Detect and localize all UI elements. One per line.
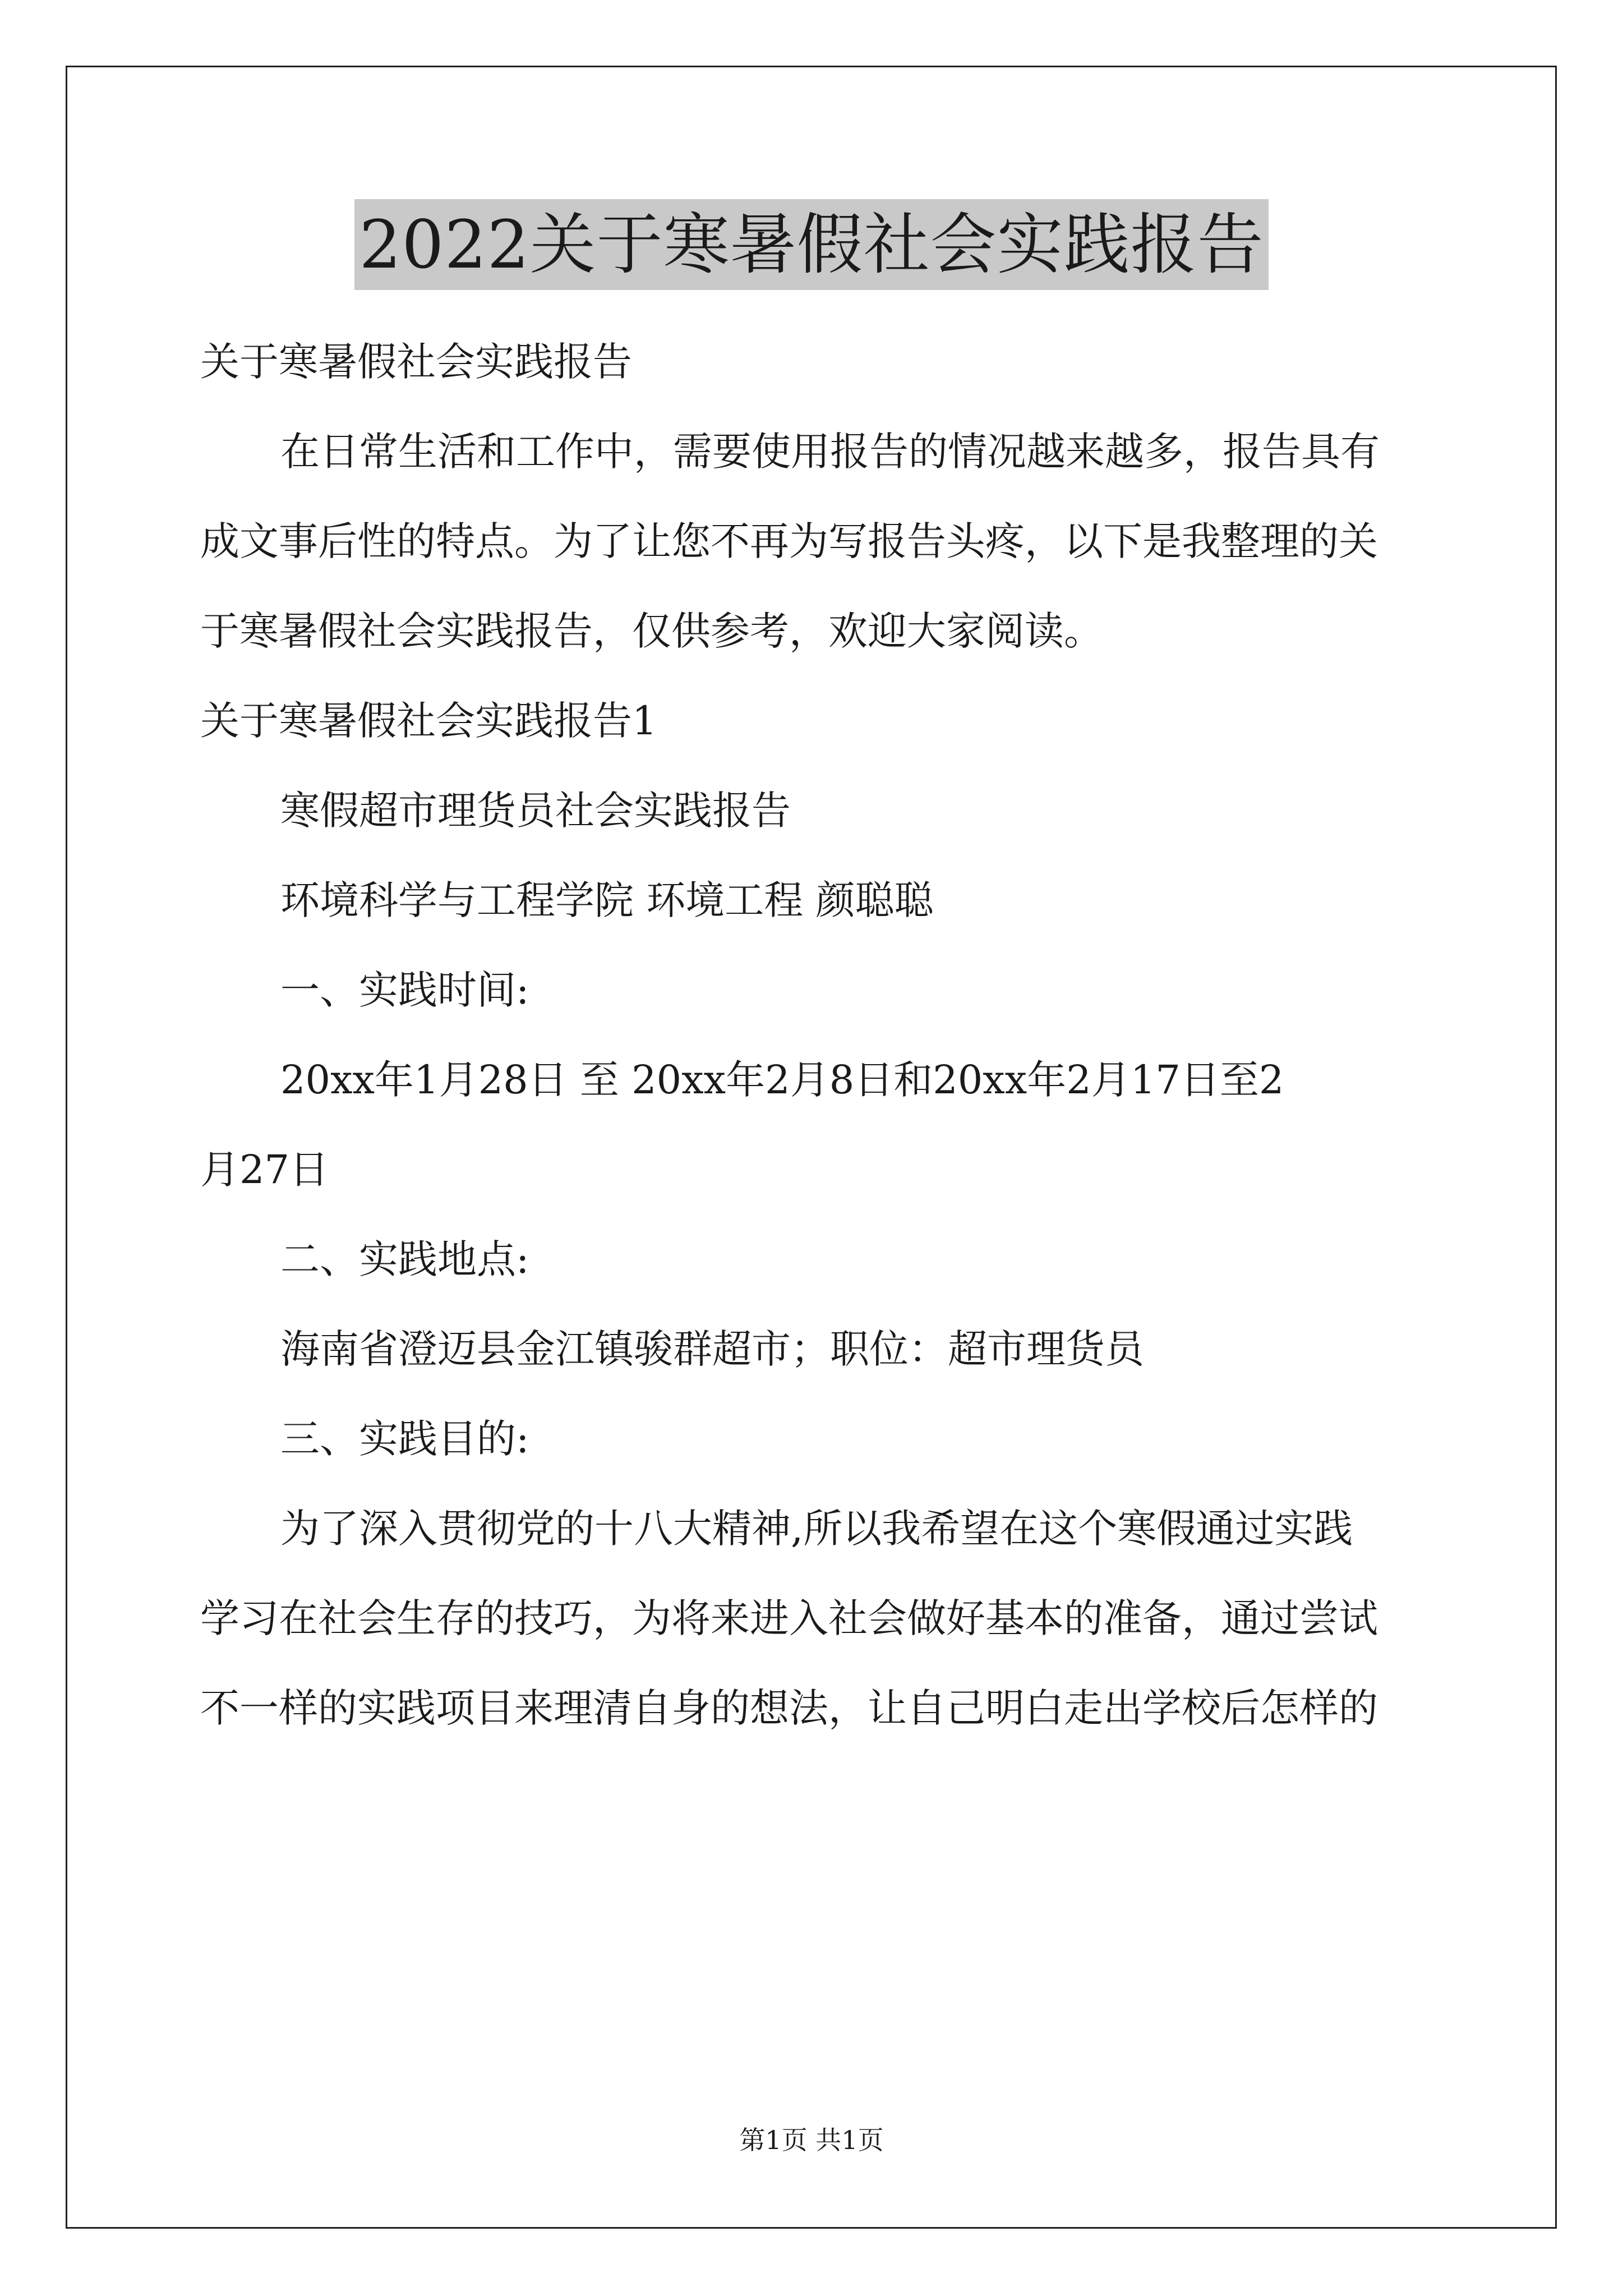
document-title: 2022关于寒暑假社会实践报告: [354, 199, 1268, 290]
author-line: 环境科学与工程学院 环境工程 颜聪聪: [280, 877, 934, 923]
time-line-1: 20xx年1月28日 至 20xx年2月8日和20xx年2月17日至2: [280, 1057, 1284, 1103]
body-line-2: 成文事后性的特点。为了让您不再为写报告头疼，以下是我整理的关: [200, 518, 1378, 564]
title-container: [0, 199, 1623, 290]
body-line-3: 于寒暑假社会实践报告，仅供参考，欢迎大家阅读。: [200, 608, 1103, 654]
purpose-line-2: 学习在社会生存的技巧，为将来进入社会做好基本的准备，通过尝试: [200, 1595, 1378, 1641]
time-line-2: 月27日: [200, 1147, 329, 1193]
item-heading-time: 一、实践时间:: [280, 967, 529, 1013]
body-line-1: 在日常生活和工作中，需要使用报告的情况越来越多，报告具有: [280, 429, 1380, 475]
page-footer: 第1页 共1页: [739, 2125, 884, 2155]
report-subtitle: 寒假超市理货员社会实践报告: [280, 788, 791, 834]
purpose-line-3: 不一样的实践项目来理清自身的想法，让自己明白走出学校后怎样的: [200, 1685, 1378, 1731]
subtitle-line: 关于寒暑假社会实践报告: [200, 339, 632, 385]
purpose-line-1: 为了深入贯彻党的十八大精神,所以我希望在这个寒假通过实践: [280, 1506, 1353, 1552]
location-line: 海南省澄迈县金江镇骏群超市；职位：超市理货员: [280, 1326, 1144, 1372]
section-heading-1: 关于寒暑假社会实践报告1: [200, 698, 657, 744]
item-heading-purpose: 三、实践目的:: [280, 1416, 529, 1462]
item-heading-location: 二、实践地点:: [280, 1236, 529, 1282]
